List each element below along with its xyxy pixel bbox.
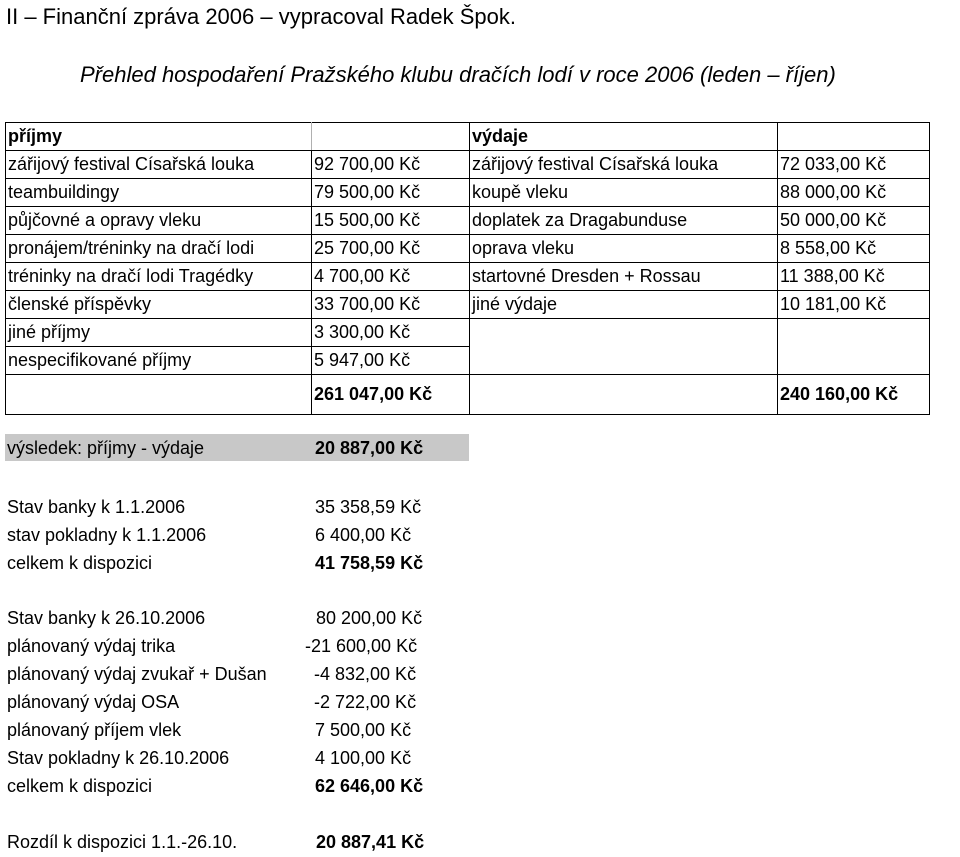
income-value: 3 300,00 Kč (312, 319, 470, 347)
table-row (6, 235, 930, 263)
table-header-row (6, 123, 930, 151)
expense-label: jiné výdaje (470, 291, 778, 319)
balance-label: plánovaný příjem vlek (7, 720, 182, 740)
table-row (6, 263, 930, 291)
empty-cell (6, 375, 312, 415)
expense-value: 72 033,00 Kč (778, 151, 930, 179)
balance-value: -4 832,00 Kč (314, 664, 417, 684)
finance-table (5, 122, 930, 415)
balance-row (0, 521, 960, 549)
income-header-value (312, 123, 470, 151)
balance-value: 7 500,00 Kč (315, 720, 412, 740)
table-row (6, 319, 930, 347)
balance-value: 4 100,00 Kč (315, 748, 412, 768)
income-value: 79 500,00 Kč (312, 179, 470, 207)
empty-cell (778, 319, 930, 347)
income-label: půjčovné a opravy vleku (6, 207, 312, 235)
totals-row (6, 375, 930, 415)
income-value: 5 947,00 Kč (312, 347, 470, 375)
balance-row (0, 660, 960, 688)
balance-value: -21 600,00 Kč (305, 636, 418, 656)
balance-total: 41 758,59 Kč (315, 553, 424, 573)
expense-label: zářijový festival Císařská louka (470, 151, 778, 179)
balance-value: -2 722,00 Kč (314, 692, 417, 712)
expense-value: 8 558,00 Kč (778, 235, 930, 263)
expense-label: koupě vleku (470, 179, 778, 207)
expense-label: startovné Dresden + Rossau (470, 263, 778, 291)
balance-label: plánovaný výdaj zvukař + Dušan (7, 664, 267, 684)
balance-label: celkem k dispozici (7, 776, 153, 796)
empty-cell (470, 319, 778, 347)
balance-label: stav pokladny k 1.1.2006 (7, 525, 207, 545)
table-row (6, 179, 930, 207)
balance-row (0, 688, 960, 716)
balance-total: 62 646,00 Kč (315, 776, 424, 796)
balance-value: 80 200,00 Kč (316, 608, 423, 628)
balance-row (0, 772, 960, 800)
income-value: 15 500,00 Kč (312, 207, 470, 235)
balance-row (0, 493, 960, 521)
income-label: tréninky na dračí lodi Tragédky (6, 263, 312, 291)
income-label: jiné příjmy (6, 319, 312, 347)
result-box (5, 434, 469, 461)
income-label: teambuildingy (6, 179, 312, 207)
expense-label: oprava vleku (470, 235, 778, 263)
table-row (6, 291, 930, 319)
balance-row (0, 604, 960, 632)
income-header: příjmy (6, 123, 312, 151)
income-value: 92 700,00 Kč (312, 151, 470, 179)
income-label: nespecifikované příjmy (6, 347, 312, 375)
table-row (6, 207, 930, 235)
empty-cell (470, 347, 778, 375)
table-row (6, 347, 930, 375)
report-heading: II – Finanční zpráva 2006 – vypracoval Radek Špok. (6, 4, 516, 29)
balance-label: plánovaný výdaj trika (7, 636, 176, 656)
balance-row (0, 744, 960, 772)
income-total: 261 047,00 Kč (312, 375, 470, 415)
balance-row (0, 549, 960, 577)
income-label: zářijový festival Císařská louka (6, 151, 312, 179)
income-value: 4 700,00 Kč (312, 263, 470, 291)
expense-header-value (778, 123, 930, 151)
expense-value: 11 388,00 Kč (778, 263, 930, 291)
result-label: výsledek: příjmy - výdaje (7, 438, 205, 458)
result-value: 20 887,00 Kč (315, 438, 424, 458)
expense-value: 88 000,00 Kč (778, 179, 930, 207)
difference-row (0, 828, 960, 856)
balance-label: Stav banky k 1.1.2006 (7, 497, 186, 517)
expense-header: výdaje (470, 123, 778, 151)
expense-label: doplatek za Dragabunduse (470, 207, 778, 235)
expense-value: 10 181,00 Kč (778, 291, 930, 319)
income-label: členské příspěvky (6, 291, 312, 319)
balance-label: Stav banky k 26.10.2006 (7, 608, 206, 628)
table-row (6, 151, 930, 179)
report-subheading: Přehled hospodaření Pražského klubu dračích lodí v roce 2006 (leden – říjen) (80, 62, 836, 87)
balance-value: 35 358,59 Kč (315, 497, 422, 517)
balance-label: celkem k dispozici (7, 553, 153, 573)
balance-row (0, 716, 960, 744)
expense-value: 50 000,00 Kč (778, 207, 930, 235)
empty-cell (778, 347, 930, 375)
income-value: 25 700,00 Kč (312, 235, 470, 263)
difference-value: 20 887,41 Kč (316, 832, 425, 852)
difference-label: Rozdíl k dispozici 1.1.-26.10. (7, 832, 238, 852)
balance-row (0, 632, 960, 660)
balance-value: 6 400,00 Kč (315, 525, 412, 545)
empty-cell (470, 375, 778, 415)
income-label: pronájem/tréninky na dračí lodi (6, 235, 312, 263)
balance-label: plánovaný výdaj OSA (7, 692, 180, 712)
expense-total: 240 160,00 Kč (778, 375, 930, 415)
balance-label: Stav pokladny k 26.10.2006 (7, 748, 230, 768)
income-value: 33 700,00 Kč (312, 291, 470, 319)
